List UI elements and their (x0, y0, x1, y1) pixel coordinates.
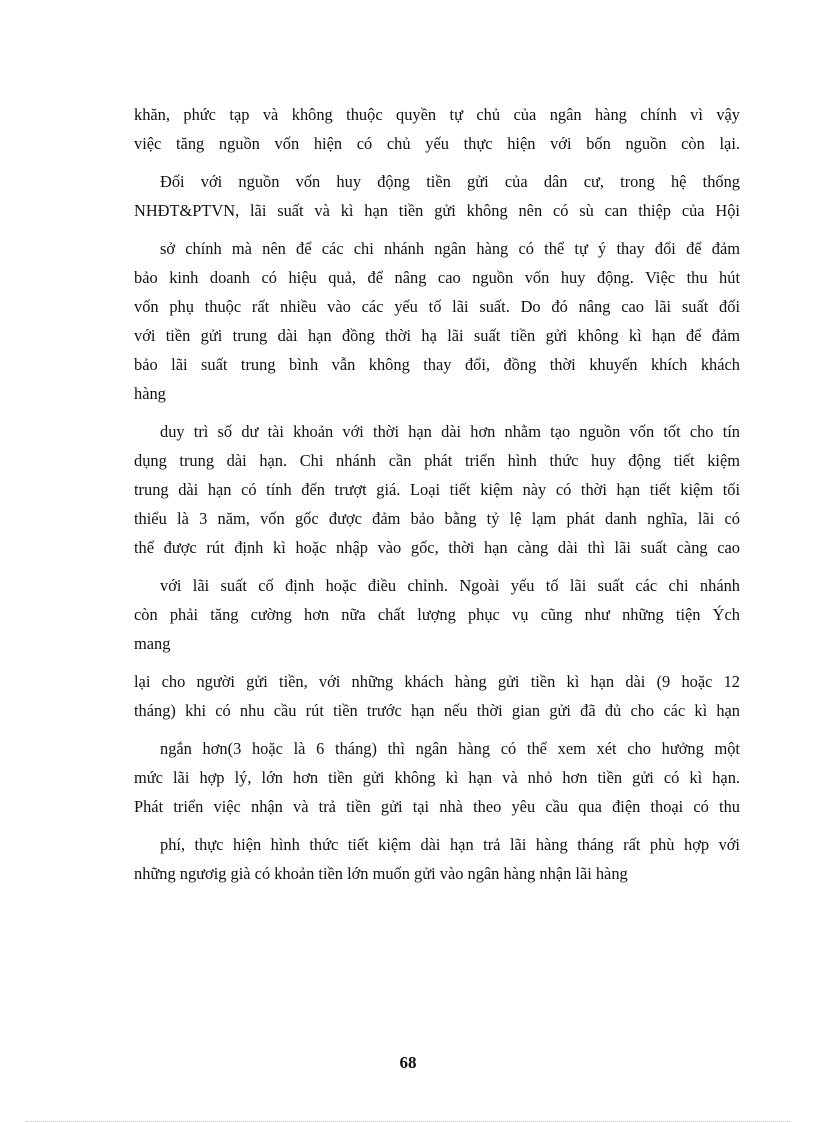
text-line: tháng) khi có nhu cầu rút tiền trước hạn nếu thời gian gửi đã đủ cho các kì hạn (134, 701, 740, 720)
text-line: sở chính mà nên để các chi nhánh ngân hàng có thể tự ý thay đổi để đảm (160, 239, 740, 258)
paragraph (134, 667, 740, 725)
text-line: khăn, phức tạp và không thuộc quyền tự chủ của ngân hàng chính vì vậy (134, 105, 740, 124)
paragraph (134, 167, 740, 225)
text-line: bảo lãi suất trung bình vẫn không thay đổi, đồng thời khuyến khích khách (134, 355, 740, 374)
text-line: bảo kinh doanh có hiệu quả, để nâng cao nguồn vốn huy động. Việc thu hút (134, 268, 740, 287)
text-line: lại cho người gửi tiền, với những khách hàng gửi tiền kì hạn dài (9 hoặc 12 (134, 672, 740, 691)
text-line: mang (134, 634, 171, 653)
text-line: Phát triển việc nhận và trả tiền gửi tại nhà theo yêu cầu qua điện thoại có thu (134, 797, 740, 816)
text-line: với tiền gửi trung dài hạn đồng thời hạ lãi suất tiền gửi không kì hạn để đảm (134, 326, 740, 345)
text-line: vốn phụ thuộc rất nhiều vào các yếu tố lãi suất. Do đó nâng cao lãi suất đối (134, 297, 740, 316)
text-line: mức lãi hợp lý, lớn hơn tiền gửi không kì hạn và nhỏ hơn tiền gửi có kì hạn. (134, 768, 740, 787)
page-number: 68 (399, 1053, 417, 1072)
text-line: việc tăng nguồn vốn hiện có chủ yếu thực hiện với bốn nguồn còn lại. (134, 134, 740, 153)
text-line: ngắn hơn(3 hoặc là 6 tháng) thì ngân hàng có thể xem xét cho hưởng một (160, 739, 740, 758)
text-line: dụng trung dài hạn. Chi nhánh cần phát triển hình thức huy động tiết kiệm (134, 451, 740, 470)
text-line: thể được rút định kì hoặc nhập vào gốc, thời hạn càng dài thì lãi suất càng cao (134, 538, 740, 557)
text-line: thiểu là 3 năm, vốn gốc được đảm bảo bằng tỷ lệ lạm phát danh nghĩa, lãi có (134, 509, 740, 528)
paragraph (134, 571, 740, 658)
text-line: phí, thực hiện hình thức tiết kiệm dài hạn trả lãi hàng tháng rất phù hợp với (160, 835, 740, 854)
paragraph (134, 100, 740, 158)
paragraph (134, 234, 740, 408)
page-bottom-divider (26, 1121, 790, 1122)
paragraph (134, 417, 740, 562)
text-line: những ngươig già có khoản tiền lớn muốn gửi vào ngân hàng nhận lãi hàng (134, 864, 628, 883)
text-line: trung dài hạn có tính đến trượt giá. Loại tiết kiệm này có thời hạn tiết kiệm tối (134, 480, 740, 499)
text-line: hàng (134, 384, 166, 403)
paragraph (134, 734, 740, 821)
body-text (134, 100, 740, 888)
paragraph (134, 830, 740, 888)
text-line: duy trì số dư tài khoản với thời hạn dài hơn nhằm tạo nguồn vốn tốt cho tín (160, 422, 740, 441)
text-line: với lãi suất cố định hoặc điều chỉnh. Ngoài yếu tố lãi suất các chi nhánh (160, 576, 740, 595)
text-line: Đối với nguồn vốn huy động tiền gửi của dân cư, trong hệ thống (160, 172, 740, 191)
text-line: NHĐT&PTVN, lãi suất và kì hạn tiền gửi không nên có sù can thiệp của Hội (134, 201, 740, 220)
text-line: còn phải tăng cường hơn nữa chất lượng phục vụ cũng như những tiện Ých (134, 605, 740, 624)
